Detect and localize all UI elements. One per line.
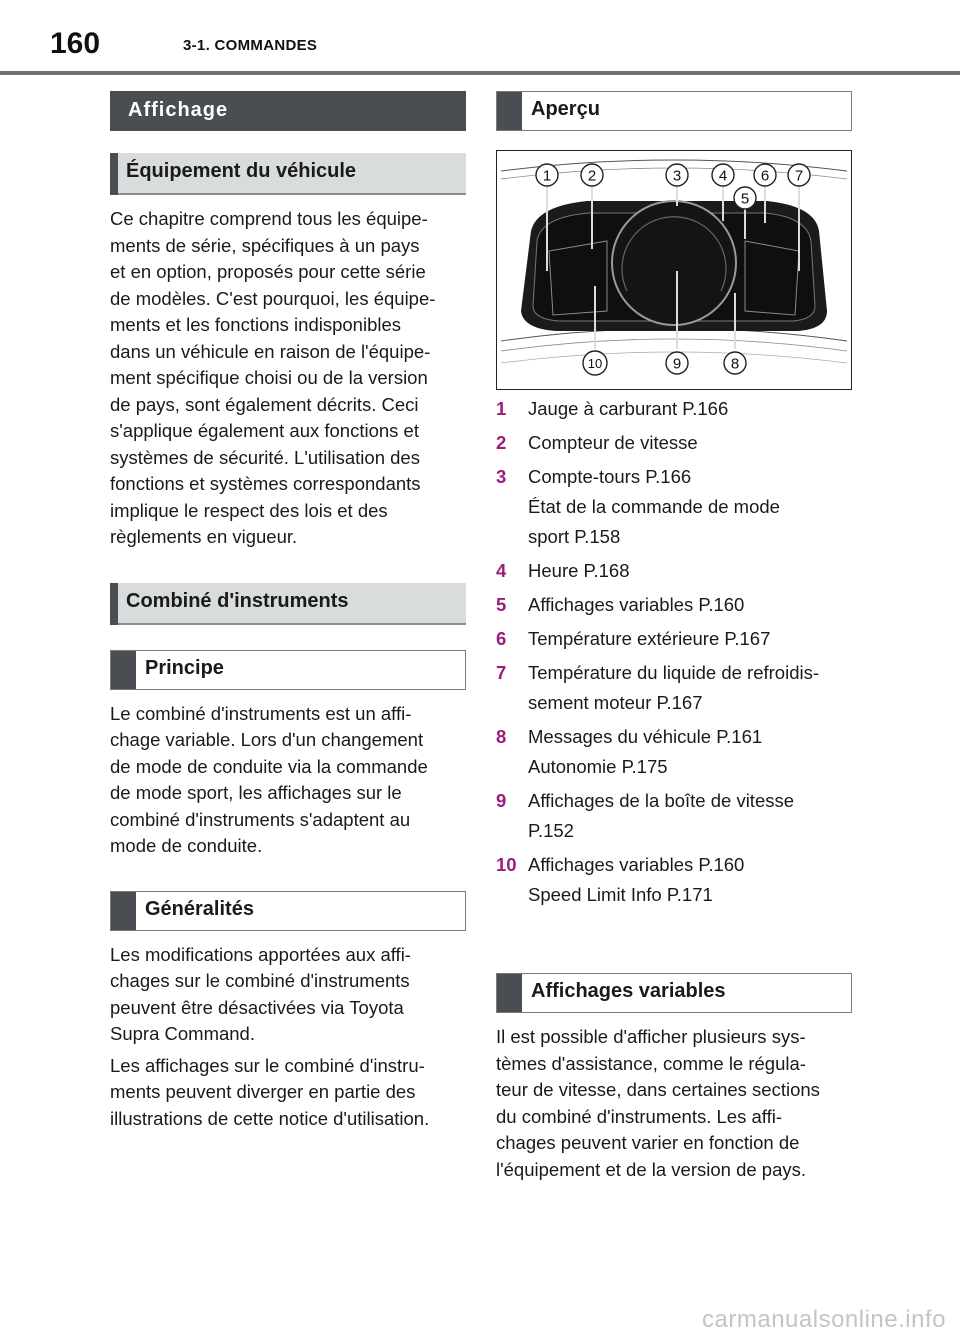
section-title-affichage: Affichage	[110, 91, 466, 131]
callout-10	[583, 351, 607, 375]
legend-text: Température du liquide de refroidis-	[528, 662, 820, 683]
text-line: Les modifications apportées aux affi-	[110, 943, 411, 965]
legend-text: État de la commande de mode	[528, 496, 780, 517]
heading-equipement: Équipement du véhicule	[110, 153, 466, 195]
svg-text:8: 8	[730, 355, 740, 373]
text-line: de mode sport, les affichages sur le	[110, 782, 402, 803]
instrument-cluster-figure	[496, 150, 852, 390]
callout-8	[724, 352, 746, 374]
header-rule	[0, 71, 960, 75]
principe-paragraph	[110, 701, 466, 860]
legend-number: 2	[496, 432, 507, 453]
legend-item	[496, 658, 852, 718]
chapter-title: 3-1. COMMANDES	[183, 37, 318, 54]
text-line: règlements en vigueur.	[110, 526, 298, 547]
variables-section	[496, 973, 852, 1183]
text-line: illustrations de cette notice d'utilisation.	[110, 1107, 430, 1129]
legend-text: Speed Limit Info P.171	[528, 884, 713, 905]
legend-item	[496, 624, 852, 654]
legend-number: 9	[496, 790, 507, 811]
generalites-paragraph-2	[110, 1053, 466, 1133]
svg-text:10: 10	[587, 356, 603, 371]
legend-item	[496, 462, 852, 552]
watermark: carmanualsonline.info	[702, 1306, 946, 1333]
text-line: combiné d'instruments s'adaptent au	[110, 808, 411, 830]
text-line: fonctions et systèmes correspondants	[110, 473, 421, 494]
legend-item	[496, 786, 852, 846]
callout-7	[788, 164, 810, 186]
variables-paragraph	[496, 1024, 852, 1183]
legend-text: P.152	[528, 820, 574, 841]
callout-4	[712, 164, 734, 186]
legend-text: Affichages variables P.160	[528, 854, 745, 875]
svg-text:3: 3	[672, 167, 682, 185]
callout-6	[754, 164, 776, 186]
legend-text: Affichages de la boîte de vitesse	[528, 790, 795, 811]
legend-text: sport P.158	[528, 526, 621, 547]
text-line: ment spécifique choisi ou de la version	[110, 367, 428, 388]
legend-number: 7	[496, 662, 507, 683]
callout-3	[666, 164, 688, 186]
heading-combine: Combiné d'instruments	[110, 583, 466, 625]
legend-text: Heure P.168	[528, 560, 630, 581]
text-line: de modèles. C'est pourquoi, les équipe-	[110, 287, 436, 309]
callout-5	[734, 187, 756, 209]
legend-text: Messages du véhicule P.161	[528, 726, 763, 747]
legend-text: Compte-tours P.166	[528, 466, 692, 487]
legend-text: Jauge à carburant P.166	[528, 398, 729, 419]
svg-text:4: 4	[718, 167, 728, 185]
instrument-cluster-illustration	[497, 151, 851, 389]
text-line: Les affichages sur le combiné d'instru-	[110, 1054, 425, 1076]
legend-text: sement moteur P.167	[528, 692, 703, 713]
svg-text:9: 9	[672, 355, 682, 373]
legend-number: 8	[496, 726, 507, 747]
text-line: Il est possible d'afficher plusieurs sys-	[496, 1026, 806, 1047]
text-line: tèmes d'assistance, comme le régula-	[496, 1052, 806, 1074]
text-line: chage variable. Lors d'un changement	[110, 729, 424, 750]
generalites-paragraph-1	[110, 942, 466, 1048]
text-line: du combiné d'instruments. Les affi-	[496, 1105, 782, 1127]
text-line: de mode de conduite via la commande	[110, 755, 428, 777]
text-line: teur de vitesse, dans certaines sections	[496, 1079, 820, 1100]
legend-text: Température extérieure P.167	[528, 628, 771, 649]
text-line: chages peuvent varier en fonction de	[496, 1132, 800, 1153]
text-line: dans un véhicule en raison de l'équipe-	[110, 340, 431, 362]
text-line: mode de conduite.	[110, 835, 263, 856]
legend-item	[496, 394, 852, 424]
legend-number: 3	[496, 466, 507, 487]
text-line: l'équipement et de la version de pays.	[496, 1158, 807, 1180]
text-line: s'applique également aux fonctions et	[110, 420, 419, 441]
text-line: et en option, proposés pour cette série	[110, 261, 426, 282]
svg-text:1: 1	[542, 167, 552, 185]
legend-number: 6	[496, 628, 507, 649]
callout-9	[666, 352, 688, 374]
page-header	[0, 0, 960, 76]
heading-apercu: Aperçu	[496, 91, 852, 131]
legend-item	[496, 850, 852, 910]
callout-1	[536, 164, 558, 186]
legend-text: Compteur de vitesse	[528, 432, 698, 453]
callout-2	[581, 164, 603, 186]
legend-item	[496, 428, 852, 458]
svg-text:2: 2	[587, 167, 597, 185]
legend-number: 4	[496, 560, 507, 581]
text-line: de pays, sont également décrits. Ceci	[110, 393, 419, 415]
legend-number: 5	[496, 594, 507, 615]
text-line: ments de série, spécifiques à un pays	[110, 234, 420, 256]
text-line: peuvent être désactivées via Toyota	[110, 996, 404, 1018]
legend-text: Autonomie P.175	[528, 756, 668, 777]
svg-text:6: 6	[760, 167, 770, 185]
text-line: systèmes de sécurité. L'utilisation des	[110, 446, 420, 468]
text-line: ments et les fonctions indisponibles	[110, 314, 402, 335]
page-number: 160	[50, 27, 101, 60]
legend-item	[496, 556, 852, 586]
text-line: ments peuvent diverger en partie des	[110, 1081, 416, 1102]
legend-list	[496, 394, 852, 914]
left-column	[110, 91, 466, 1132]
text-line: Le combiné d'instruments est un affi-	[110, 702, 412, 724]
svg-text:7: 7	[794, 167, 804, 185]
text-line: Supra Command.	[110, 1023, 255, 1044]
heading-affichages-variables: Affichages variables	[496, 973, 852, 1013]
text-line: implique le respect des lois et des	[110, 499, 388, 521]
legend-item	[496, 722, 852, 782]
legend-number: 1	[496, 398, 507, 419]
text-line: Ce chapitre comprend tous les équipe-	[110, 208, 428, 229]
right-column	[496, 91, 852, 131]
heading-principe: Principe	[110, 650, 466, 690]
svg-text:5: 5	[740, 190, 750, 208]
equipment-paragraph	[110, 206, 466, 551]
legend-text: Affichages variables P.160	[528, 594, 745, 615]
heading-generalites: Généralités	[110, 891, 466, 931]
legend-item	[496, 590, 852, 620]
text-line: chages sur le combiné d'instruments	[110, 970, 410, 991]
legend-number: 10	[496, 854, 517, 875]
